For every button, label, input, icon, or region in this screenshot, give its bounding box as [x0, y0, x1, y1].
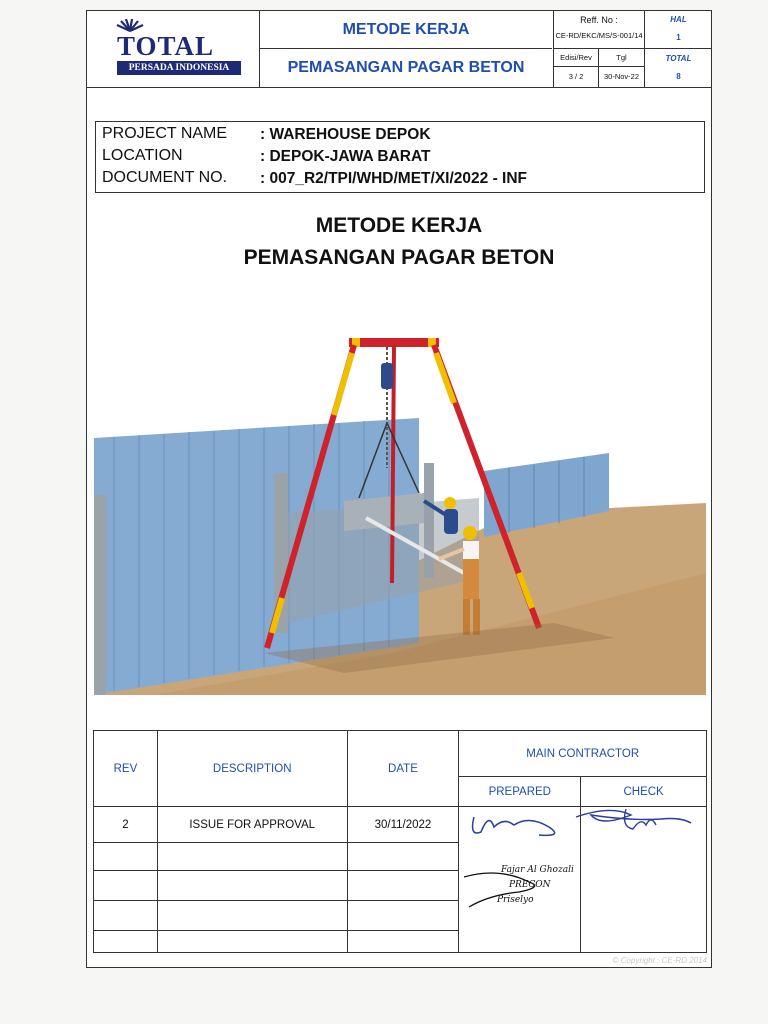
- date-header: DATE: [347, 731, 459, 807]
- date-value: 30/11/2022: [347, 807, 459, 843]
- header-title-1: METODE KERJA: [260, 11, 552, 49]
- check-signature-cell: [581, 807, 707, 953]
- hal-value: 1: [676, 33, 681, 42]
- company-subtitle: PERSADA INDONESIA: [117, 61, 241, 75]
- revision-table: [93, 730, 707, 953]
- description-header: DESCRIPTION: [157, 731, 347, 807]
- fence-installation-illustration: [94, 323, 706, 695]
- check-header: CHECK: [581, 777, 707, 807]
- table-row: [94, 807, 707, 843]
- company-logo: [87, 11, 260, 87]
- page-count-cell: [644, 11, 712, 87]
- tgl-value: 30-Nov-22: [603, 72, 640, 81]
- document-title-line2: PEMASANGAN PAGAR BETON: [243, 246, 555, 269]
- prepared-signature-cell: [459, 807, 581, 953]
- copyright-text: © Copyright : CE-RD 2014: [612, 956, 707, 965]
- edisi-label: Edisi/Rev: [560, 53, 592, 62]
- project-name-label: PROJECT NAME: [102, 125, 228, 142]
- project-info-box: [95, 121, 705, 193]
- total-label: TOTAL: [665, 54, 692, 63]
- rev-header: REV: [94, 731, 158, 807]
- document-page: [86, 10, 712, 968]
- main-contractor-header: MAIN CONTRACTOR: [459, 731, 707, 777]
- signature-name: Fajar Al Ghozali: [501, 865, 575, 875]
- project-name-value: : WAREHOUSE DEPOK: [260, 126, 431, 143]
- location-label: LOCATION: [102, 147, 183, 164]
- document-no-value: : 007_R2/TPI/WHD/MET/XI/2022 - INF: [260, 170, 528, 187]
- reff-value: CE-RD/EKC/MS/S-001/14: [555, 31, 643, 40]
- reference-cell: [553, 11, 644, 87]
- chain-hoist: [381, 363, 393, 389]
- rev-value: 2: [94, 807, 158, 843]
- document-title-line1: METODE KERJA: [315, 214, 483, 237]
- signature-handwriting: Priselyo: [497, 895, 534, 905]
- company-name: TOTAL: [117, 31, 215, 61]
- location-value: : DEPOK-JAWA BARAT: [260, 148, 431, 165]
- total-value: 8: [676, 72, 681, 81]
- edisi-value: 3 / 2: [568, 72, 584, 81]
- tgl-label: Tgl: [616, 53, 627, 62]
- prepared-header: PREPARED: [459, 777, 581, 807]
- reff-label: Reff. No :: [580, 15, 618, 25]
- prepared-signature: [459, 807, 579, 927]
- document-header: [87, 11, 711, 88]
- description-value: ISSUE FOR APPROVAL: [157, 807, 347, 843]
- hal-label: HAL: [670, 15, 687, 24]
- header-title-2: PEMASANGAN PAGAR BETON: [287, 59, 525, 76]
- signature-company: PRECON: [509, 880, 551, 890]
- concrete-post: [94, 495, 106, 695]
- check-signature: [571, 807, 697, 867]
- document-no-label: DOCUMENT NO.: [102, 169, 228, 186]
